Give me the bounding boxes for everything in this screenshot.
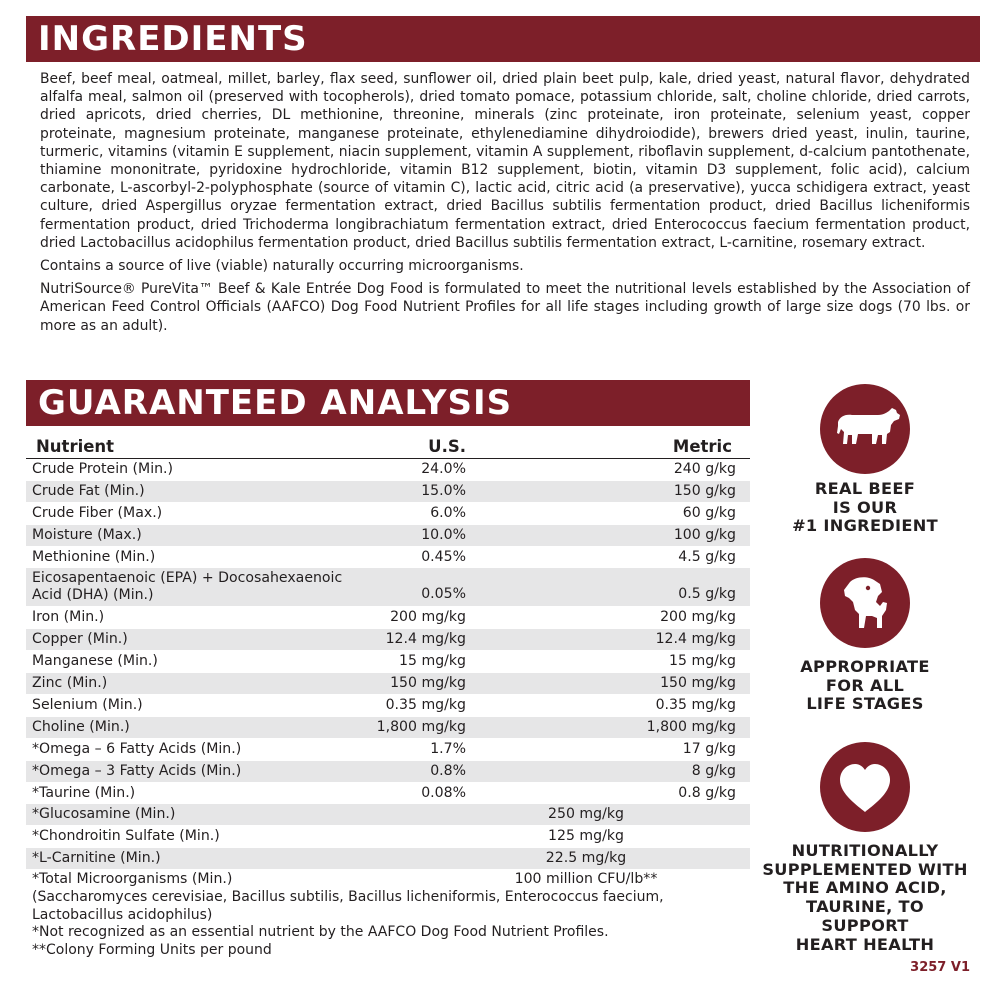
caption-line: NUTRITIONALLY	[791, 841, 939, 860]
ingredients-section	[40, 70, 970, 340]
metric-value: 240 g/kg	[673, 461, 736, 477]
us-value: 0.35 mg/kg	[385, 697, 466, 714]
life-stages-badge	[820, 558, 910, 648]
table-row	[26, 870, 750, 889]
metric-value: 150 g/kg	[673, 482, 736, 499]
nutrient-name: *Omega – 6 Fatty Acids (Min.)	[32, 740, 242, 757]
metric-value: 12.4 mg/kg	[655, 631, 736, 648]
live-microorganisms-note: Contains a source of live (viable) naturally occurring microorganisms.	[40, 258, 524, 275]
caption-line: REAL BEEF	[814, 479, 916, 498]
metric-value: 150 mg/kg	[660, 675, 736, 692]
table-row	[26, 503, 750, 525]
nutrient-name: Copper (Min.)	[32, 631, 128, 648]
cow-icon	[820, 384, 910, 474]
heart-health-caption	[760, 842, 970, 954]
table-row	[26, 481, 750, 503]
us-value: 10.0%	[421, 526, 466, 543]
us-value: 150 mg/kg	[390, 675, 466, 692]
table-row	[26, 568, 750, 607]
nutrient-name: Eicosapentaenoic (EPA) + Docosahexaenoic Acid (DHA) (Min.)	[32, 570, 343, 603]
us-value: 15.0%	[421, 482, 466, 499]
table-row	[26, 826, 750, 848]
nutrient-name: Zinc (Min.)	[32, 675, 108, 692]
table-row	[26, 607, 750, 629]
nutrient-name: *L-Carnitine (Min.)	[32, 850, 161, 867]
caption-line: THE AMINO ACID,	[783, 878, 947, 898]
metric-value: 17 g/kg	[682, 740, 736, 757]
us-value: 0.45%	[421, 548, 466, 565]
caption-line: LIFE STAGES	[806, 694, 924, 714]
nutrient-name: Iron (Min.)	[32, 609, 105, 626]
table-row	[26, 459, 750, 481]
footnote-cfu: **Colony Forming Units per pound	[32, 941, 272, 958]
us-value: 1,800 mg/kg	[376, 718, 466, 735]
microorganism-list: (Saccharomyces cerevisiae, Bacillus subtilis, Bacillus licheniformis, Enterococcus faecium, Lactobacillus acidophilus)	[32, 889, 664, 923]
us-value: 0.08%	[421, 784, 466, 801]
table-row	[26, 547, 750, 569]
table-row	[26, 651, 750, 673]
table-row	[26, 525, 750, 547]
us-value: 24.0%	[421, 461, 466, 477]
nutrient-name: Crude Fiber (Max.)	[32, 504, 163, 521]
us-value: 0.8%	[430, 762, 466, 779]
table-row	[26, 695, 750, 717]
product-code: 3257 V1	[910, 960, 970, 975]
nutrient-name: *Taurine (Min.)	[32, 784, 136, 801]
caption-line: SUPPLEMENTED WITH	[762, 859, 968, 879]
nutrient-name: Methionine (Min.)	[32, 548, 156, 565]
caption-line: TAURINE, TO SUPPORT	[806, 897, 924, 935]
ingredients-list: Beef, beef meal, oatmeal, millet, barley, flax seed, sunflower oil, dried plain beet pulp, kale, dried yeast, natural flavor, dehydrated alfalfa meal, salmon oil (preserved with tocopherols), dried tomato pomace, potassium chloride, salt, choline chloride, dried carrots, dried apricots, dried cherries, DL methionine, threonine, minerals (zinc proteinate, iron proteinate, selenium yeast, copper proteinate, magnesium proteinate, manganese proteinate, ethylenediamine dihydroiodide), brewers dried yeast, inulin, taurine, turmeric, vitamins (vitamin E supplement, niacin supplement, vitamin A supplement, riboflavin supplement, d-calcium pantothenate, thiamine mononitrate, pyridoxine hydrochloride, vitamin B12 supplement, biotin, vitamin D3 supplement, folic acid), calcium carbonate, L-ascorbyl-2-polyphosphate (source of vitamin C), lactic acid, citric acid (a preservative), yucca schidigera extract, yeast culture, dried Aspergillus oryzae fermentation extract, dried Bacillus subtilis fermentation product, dried Bacillus licheniformis fermentation product, dried Trichoderma longibrachiatum fermentation extract, dried Enterococcus faecium fermentation product, dried Lactobacillus acidophilus fermentation product, dried Bacillus subtilis fermentation extract, L-carnitine, rosemary extract.	[40, 71, 970, 251]
nutrient-name: *Glucosamine (Min.)	[32, 806, 176, 823]
caption-line: #1 INGREDIENT	[792, 516, 938, 536]
aafco-statement: NutriSource® PureVita™ Beef & Kale Entrée Dog Food is formulated to meet the nutritional levels established by the Association of American Feed Control Officials (AAFCO) Dog Food Nutrient Profiles for all life stages including growth of large size dogs (70 lbs. or more as an adult).	[40, 281, 970, 334]
nutrient-name: Crude Fat (Min.)	[32, 482, 145, 499]
us-column-header: U.S.	[428, 437, 466, 456]
metric-value: 8 g/kg	[691, 762, 736, 779]
nutrient-name: Selenium (Min.)	[32, 697, 143, 714]
footnote-not-essential: *Not recognized as an essential nutrient by the AAFCO Dog Food Nutrient Profiles.	[32, 924, 609, 941]
real-beef-caption	[760, 480, 970, 536]
table-row	[26, 717, 750, 739]
metric-value: 0.5 g/kg	[678, 586, 736, 603]
nutrient-name: *Total Microorganisms (Min.)	[32, 871, 233, 888]
metric-column-header: Metric	[672, 437, 732, 456]
metric-value: 200 mg/kg	[660, 609, 736, 626]
caption-line: FOR ALL	[825, 675, 905, 695]
metric-value: 0.35 mg/kg	[655, 697, 736, 714]
combined-value: 100 million CFU/lb**	[514, 871, 658, 888]
table-row	[26, 848, 750, 870]
table-row	[26, 761, 750, 783]
combined-value: 125 mg/kg	[548, 828, 624, 845]
nutrient-name: Crude Protein (Min.)	[32, 461, 174, 477]
us-value: 0.05%	[421, 586, 466, 603]
us-value: 200 mg/kg	[390, 609, 466, 626]
heart-icon	[820, 742, 910, 832]
caption-line: APPROPRIATE	[800, 657, 930, 676]
combined-value: 22.5 mg/kg	[545, 850, 627, 867]
us-value: 6.0%	[430, 504, 466, 521]
table-row	[26, 629, 750, 651]
table-row	[26, 739, 750, 761]
us-value: 1.7%	[430, 740, 466, 757]
real-beef-badge	[820, 384, 910, 474]
ingredients-heading: INGREDIENTS	[26, 16, 980, 62]
nutrient-name: Manganese (Min.)	[32, 653, 158, 670]
caption-line: HEART HEALTH	[795, 934, 935, 954]
metric-value: 0.8 g/kg	[678, 784, 736, 801]
metric-value: 4.5 g/kg	[678, 548, 736, 565]
combined-value: 250 mg/kg	[548, 806, 624, 823]
nutrient-column-header: Nutrient	[36, 437, 115, 456]
nutrient-name: Moisture (Max.)	[32, 526, 142, 543]
table-row	[26, 804, 750, 826]
table-row	[26, 673, 750, 695]
puppy-icon	[820, 558, 910, 648]
metric-value: 60 g/kg	[682, 504, 736, 521]
metric-value: 15 mg/kg	[669, 653, 736, 670]
table-header	[26, 434, 750, 459]
life-stages-caption	[760, 658, 970, 714]
guaranteed-analysis-heading: GUARANTEED ANALYSIS	[26, 380, 750, 426]
caption-line: IS OUR	[832, 497, 898, 517]
table-row	[26, 783, 750, 805]
nutrient-name: *Omega – 3 Fatty Acids (Min.)	[32, 762, 242, 779]
metric-value: 1,800 mg/kg	[646, 718, 736, 735]
guaranteed-analysis-table	[26, 434, 750, 959]
heart-health-badge	[820, 742, 910, 832]
us-value: 12.4 mg/kg	[385, 631, 466, 648]
nutrient-name: *Chondroitin Sulfate (Min.)	[32, 828, 220, 845]
metric-value: 100 g/kg	[673, 526, 736, 543]
nutrient-name: Choline (Min.)	[32, 718, 130, 735]
us-value: 15 mg/kg	[399, 653, 466, 670]
